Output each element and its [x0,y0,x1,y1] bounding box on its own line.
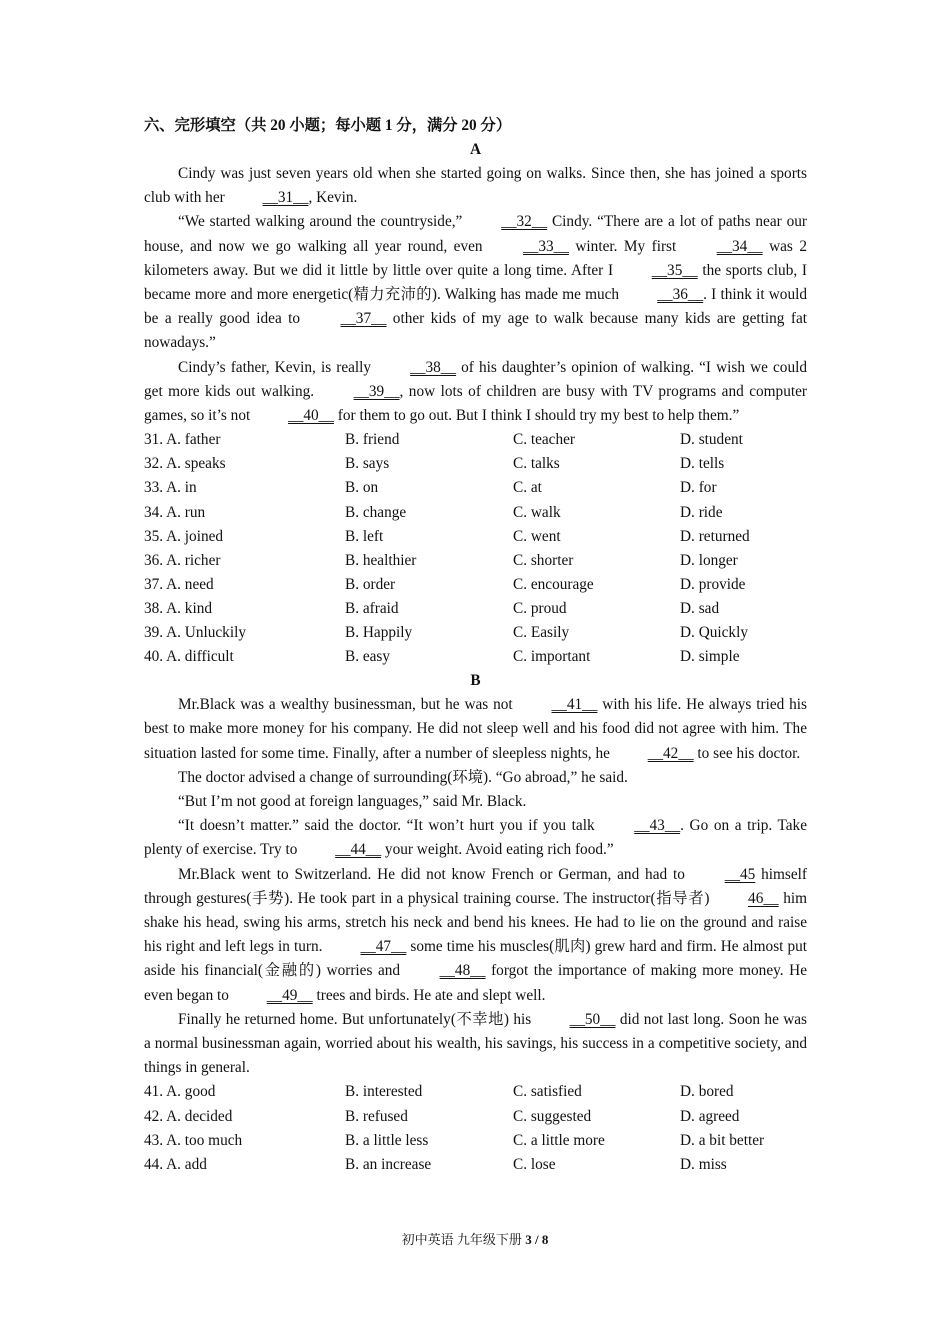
paragraph-text: to see his doctor. [693,744,801,762]
paragraph-text: Cindy was just seven years old when she started going on walks. Since then, she has joined a sports club with her [144,165,807,207]
option-b: B. order [345,575,396,593]
answer-blank: __47__ [360,938,407,956]
paragraph-text: “We started walking around the countryside,” [178,213,468,231]
option-b: B. Happily [345,623,413,641]
option-c: C. shorter [513,551,574,569]
option-d: D. sad [680,599,720,617]
option-c: C. at [513,479,542,497]
option-d: D. agreed [680,1107,740,1125]
option-a: 40. A. difficult [144,648,234,666]
option-d: D. Quickly [680,623,748,641]
paragraph-text: himself through gestures(手势). He took part in a physical training course. The instructor(指导者) [144,865,807,907]
option-c: C. talks [513,455,560,473]
option-b: B. friend [345,431,400,449]
paragraph-text: did not last long. Soon he was a normal businessman again, worried about his wealth, his savings, his success in a competitive society, and things in general. [144,1010,807,1077]
option-a: 31. A. father [144,431,221,449]
option-row [144,645,807,669]
option-d: D. simple [680,648,740,666]
option-c: C. walk [513,503,561,521]
option-b: B. interested [345,1083,423,1101]
option-row [144,476,807,500]
option-a: 42. A. decided [144,1107,233,1125]
paragraph-text: “It doesn’t matter.” said the doctor. “It won’t hurt you if you talk [178,817,601,835]
passage-a-text [144,162,807,428]
option-c: C. lose [513,1155,556,1173]
option-b: B. easy [345,648,391,666]
answer-blank: __39__ [353,382,400,400]
option-row [144,621,807,645]
option-a: 34. A. run [144,503,206,521]
option-row [144,452,807,476]
option-row [144,525,807,549]
paragraph [144,1008,807,1081]
option-d: D. miss [680,1155,727,1173]
paragraph-text: for them to go out. But I think I should try my best to help them.” [333,407,740,425]
option-row [144,1105,807,1129]
paragraph-text: , now lots of children are busy with TV programs and computer games, so it’s not [144,382,807,425]
answer-blank: __45 [724,865,756,883]
footer-separator: / [531,1232,542,1247]
option-a: 36. A. richer [144,551,221,569]
paragraph-text: your weight. Avoid eating rich food.” [381,841,614,859]
option-c: C. proud [513,599,567,617]
answer-blank: __36__ [657,286,704,304]
option-d: D. provide [680,575,746,593]
option-d: D. a bit better [680,1131,765,1149]
paragraph [144,863,807,1008]
option-d: D. returned [680,527,750,545]
passage-b-options [144,1080,807,1176]
exam-page [144,114,807,1177]
paragraph [144,162,807,210]
option-a: 39. A. Unluckily [144,623,246,641]
answer-blank: __48__ [439,962,486,980]
option-c: C. Easily [513,623,570,641]
paragraph [144,356,807,429]
option-b: B. a little less [345,1131,429,1149]
paragraph-text: winter. My first [568,237,683,255]
passage-b-label: B [470,672,481,690]
answer-blank: __32__ [501,213,548,231]
option-b: B. an increase [345,1155,432,1173]
option-row [144,428,807,452]
passage-a-label: A [469,141,482,158]
option-row [144,1080,807,1104]
footer-page-number: 3 [525,1232,532,1247]
option-b: B. left [345,527,384,545]
paragraph-text: . Go on a trip. Take plenty of exercise. Try to [144,817,807,859]
answer-blank: __38__ [410,358,457,376]
footer-total-pages: 8 [541,1232,549,1247]
paragraph [144,210,807,355]
answer-blank: __37__ [340,310,387,328]
paragraph-text: Mr.Black went to Switzerland. He did not know French or German, and had to [178,865,691,883]
paragraph [144,790,807,814]
option-c: C. satisfied [513,1083,582,1101]
option-d: D. longer [680,551,738,569]
option-a: 43. A. too much [144,1131,243,1149]
option-c: C. teacher [513,431,576,449]
answer-blank: __35__ [651,261,698,279]
paragraph-text: The doctor advised a change of surrounding(环境). “Go abroad,” he said. [178,768,628,786]
answer-blank: __43__ [634,817,681,835]
paragraph-text: , Kevin. [308,189,358,207]
paragraph-text: trees and birds. He ate and slept well. [312,986,546,1004]
option-row [144,501,807,525]
option-b: B. says [345,455,390,473]
option-a: 38. A. kind [144,599,212,617]
answer-blank: 46__ [748,889,779,907]
answer-blank: __50__ [569,1010,616,1028]
answer-blank: __41__ [551,696,598,714]
paragraph-text: . I think it would be a really good idea to [144,286,807,328]
option-c: C. a little more [513,1131,605,1149]
section-title: 六、完形填空（共 20 小题；每小题 1 分，满分 20 分） [144,117,512,134]
paragraph-text: forgot the importance of making more money. He even began to [144,962,807,1004]
option-b: B. afraid [345,599,399,617]
paragraph-text: “But I’m not good at foreign languages,” said Mr. Black. [178,792,527,810]
option-d: D. for [680,479,717,497]
option-row [144,597,807,621]
option-a: 33. A. in [144,479,197,497]
paragraph-text: the sports club, I became more and more energetic(精力充沛的). Walking has made me much [144,261,807,304]
option-d: D. tells [680,455,725,473]
option-a: 41. A. good [144,1083,216,1101]
option-b: B. on [345,479,379,497]
paragraph-text: was 2 kilometers away. But we did it little by little over quite a long time. After I [144,237,807,279]
option-b: B. refused [345,1107,408,1125]
paragraph-text: with his life. He always tried his best to make more money for his company. He did not sleep well and his food did not agree with him. The situation lasted for some time. Finally, after a number of sleepless nights, he [144,696,807,762]
answer-blank: __34__ [716,237,763,255]
answer-blank: __33__ [523,237,569,255]
answer-blank: __31__ [262,189,309,207]
option-d: D. student [680,431,743,449]
option-c: C. suggested [513,1107,592,1125]
option-d: D. bored [680,1083,734,1101]
option-c: C. important [513,648,591,666]
paragraph-text: him shake his head, swing his arms, stretch his neck and bend his knees. He had to lie on the ground and raise his right and left legs in turn. [144,889,807,956]
option-row [144,549,807,573]
passage-b-text [144,693,807,1080]
option-d: D. ride [680,503,723,521]
paragraph-text: of his daughter’s opinion of walking. “I wish we could get more kids out walking. [144,358,807,400]
paragraph-text: other kids of my age to walk because many kids are getting fat nowadays.” [144,310,808,352]
paragraph-text: Cindy. “There are a lot of paths near our house, and now we go walking all year round, even [144,213,807,255]
answer-blank: __49__ [266,986,313,1004]
option-a: 44. A. add [144,1155,207,1173]
page-footer [0,1229,950,1248]
paragraph [144,766,807,790]
option-row [144,573,807,597]
paragraph [144,693,807,766]
paragraph-text: Mr.Black was a wealthy businessman, but he was not [178,696,518,714]
option-a: 32. A. speaks [144,455,226,473]
paragraph [144,814,807,862]
option-c: C. encourage [513,575,594,593]
option-a: 37. A. need [144,575,214,593]
option-row [144,1129,807,1153]
option-b: B. healthier [345,551,417,569]
answer-blank: __40__ [288,407,334,425]
footer-text: 初中英语 九年级下册 [401,1232,526,1247]
passage-a-options [144,428,807,669]
answer-blank: __44__ [335,841,382,859]
option-b: B. change [345,503,407,521]
paragraph-text: some time his muscles(肌肉) grew hard and firm. He almost put aside his financial(金融的) worries and [144,938,807,980]
option-c: C. went [513,527,561,545]
paragraph-text: Finally he returned home. But unfortunately(不幸地) his [178,1010,536,1028]
paragraph-text: Cindy’s father, Kevin, is really [178,358,377,376]
option-a: 35. A. joined [144,527,224,545]
answer-blank: __42__ [647,744,694,762]
option-row [144,1153,807,1177]
